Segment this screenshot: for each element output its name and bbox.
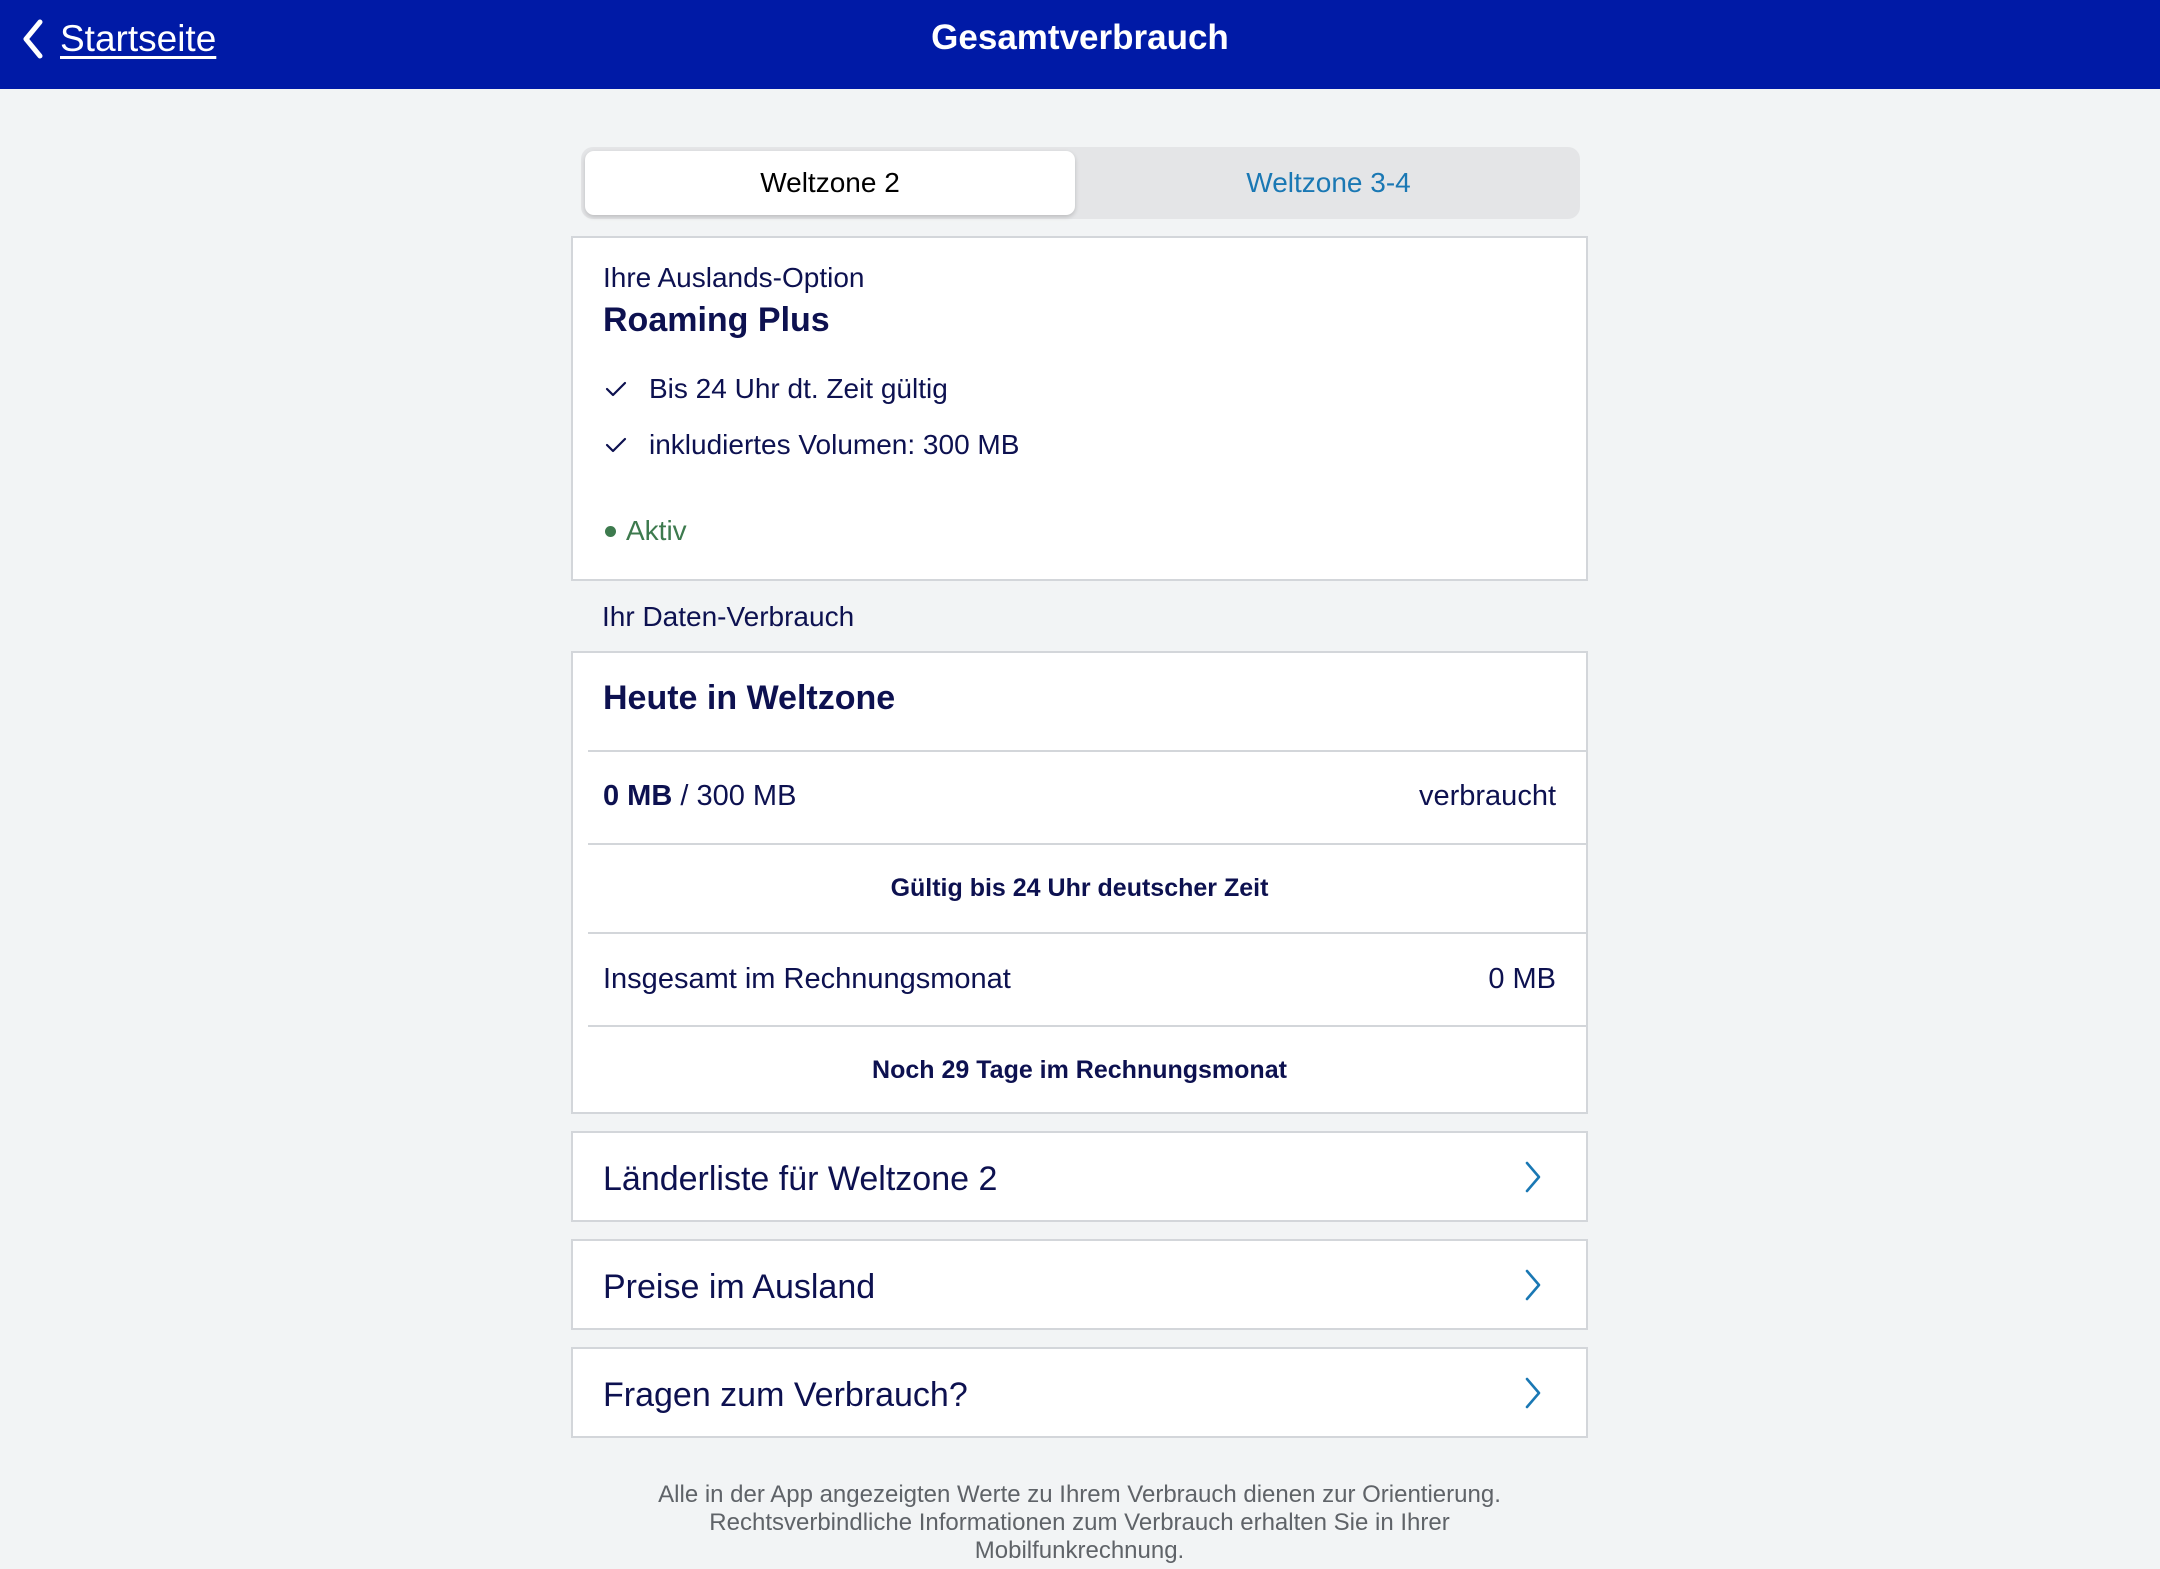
usage-card xyxy=(571,651,1588,1114)
usage-today-row xyxy=(588,752,1586,845)
status-dot-icon xyxy=(605,526,616,537)
chevron-right-icon xyxy=(1524,1376,1542,1410)
data-usage-section-label: Ihr Daten-Verbrauch xyxy=(602,601,855,632)
days-left-row xyxy=(588,1027,1586,1114)
feature-item xyxy=(605,429,1019,461)
validity-row xyxy=(588,845,1586,934)
link-label: Preise im Ausland xyxy=(603,1268,876,1306)
feature-label: Bis 24 Uhr dt. Zeit gültig xyxy=(649,373,948,404)
disclaimer-line: Mobilfunkrechnung. xyxy=(974,1537,1185,1564)
validity-text: Gültig bis 24 Uhr deutscher Zeit xyxy=(890,874,1269,902)
roaming-option-card xyxy=(571,236,1588,581)
top-bar xyxy=(0,0,2160,89)
included-amount: / 300 MB xyxy=(680,780,797,812)
back-label[interactable]: Startseite xyxy=(60,18,217,59)
page-title: Gesamtverbrauch xyxy=(931,18,1229,57)
option-name: Roaming Plus xyxy=(603,301,830,339)
checkmark-icon xyxy=(605,380,627,398)
feature-item xyxy=(605,373,948,405)
tab-weltzone-2[interactable]: Weltzone 2 xyxy=(585,151,1075,215)
link-label: Fragen zum Verbrauch? xyxy=(603,1376,968,1414)
usage-heading: Heute in Weltzone xyxy=(603,679,896,717)
month-total-row xyxy=(588,934,1586,1027)
chevron-right-icon xyxy=(1524,1160,1542,1194)
usage-questions-link[interactable] xyxy=(571,1347,1588,1438)
used-suffix: verbraucht xyxy=(1418,780,1556,812)
used-amount: 0 MB xyxy=(603,780,673,812)
status-badge xyxy=(605,515,687,547)
month-total-label: Insgesamt im Rechnungsmonat xyxy=(603,963,1011,995)
chevron-right-icon xyxy=(1524,1268,1542,1302)
disclaimer-text xyxy=(571,1481,1588,1565)
link-label: Länderliste für Weltzone 2 xyxy=(603,1160,998,1198)
month-total-value: 0 MB xyxy=(1488,963,1556,995)
country-list-link[interactable] xyxy=(571,1131,1588,1222)
prices-abroad-link[interactable] xyxy=(571,1239,1588,1330)
disclaimer-line: Alle in der App angezeigten Werte zu Ihrem Verbrauch dienen zur Orientierung. xyxy=(658,1481,1501,1508)
zone-segmented-control xyxy=(581,147,1580,219)
usage-heading-row xyxy=(588,653,1586,752)
disclaimer-line: Rechtsverbindliche Informationen zum Verbrauch erhalten Sie in Ihrer xyxy=(709,1509,1450,1536)
tab-weltzone-3-4[interactable]: Weltzone 3-4 xyxy=(1246,167,1411,198)
status-label: Aktiv xyxy=(626,515,687,546)
checkmark-icon xyxy=(605,436,627,454)
option-caption: Ihre Auslands-Option xyxy=(603,262,865,293)
feature-label: inkludiertes Volumen: 300 MB xyxy=(649,429,1020,460)
days-left-text: Noch 29 Tage im Rechnungsmonat xyxy=(872,1056,1287,1084)
